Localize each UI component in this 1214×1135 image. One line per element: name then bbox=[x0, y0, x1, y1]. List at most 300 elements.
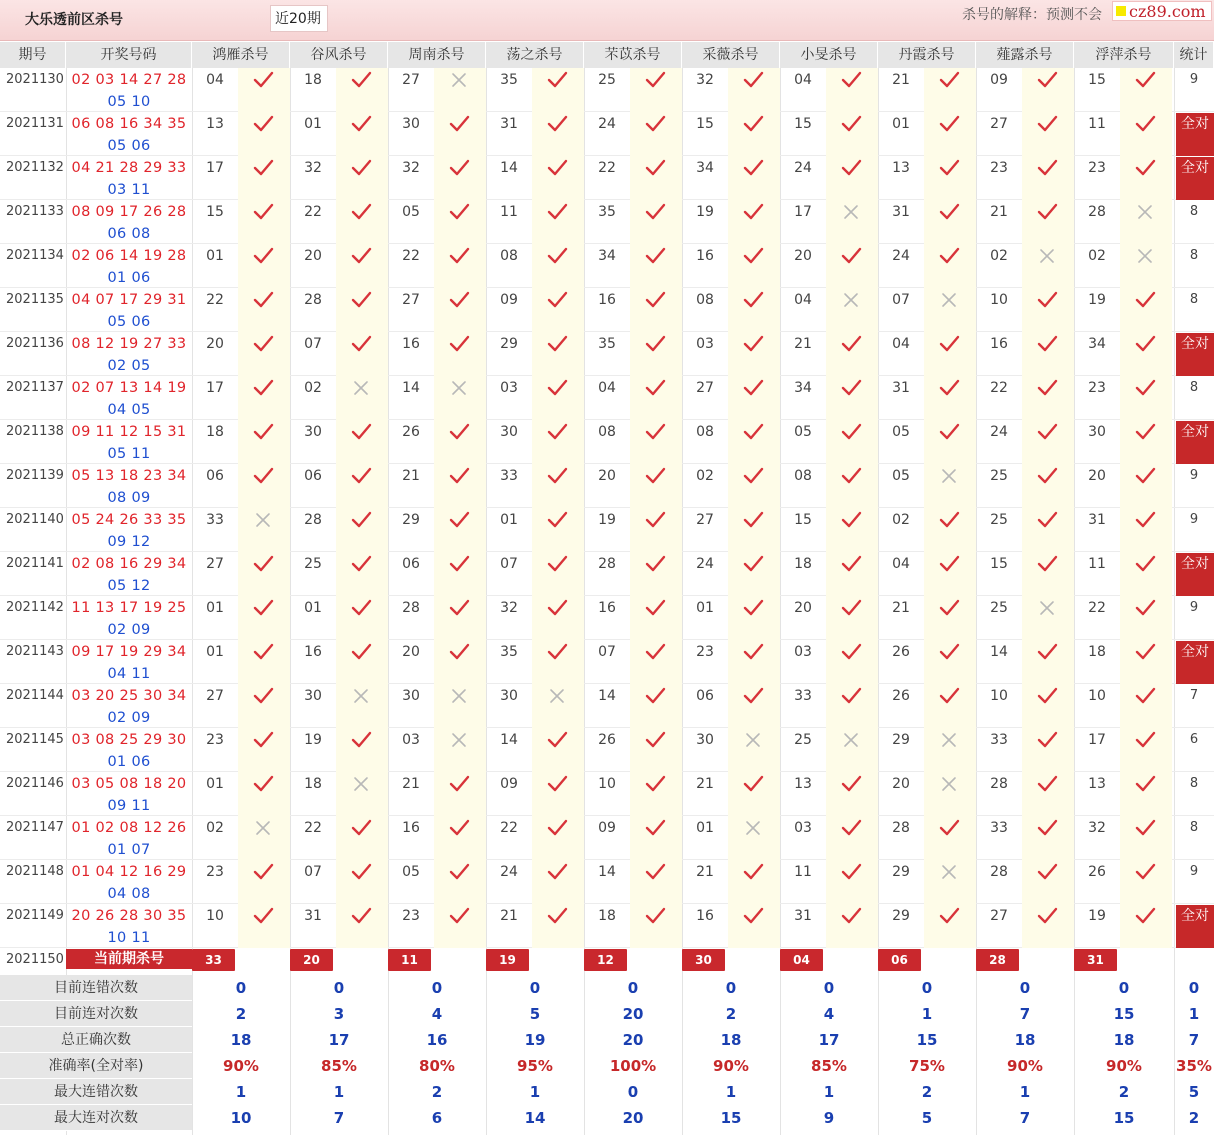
kill-number: 29 bbox=[402, 512, 420, 528]
front-balls: 11 13 17 19 25 bbox=[71, 600, 187, 616]
front-balls: 02 07 13 14 19 bbox=[71, 380, 187, 396]
kill-number: 14 bbox=[598, 864, 616, 880]
kill-number: 20 bbox=[304, 248, 322, 264]
kill-number: 29 bbox=[892, 732, 910, 748]
check-icon bbox=[826, 596, 878, 640]
issue-number: 2021147 bbox=[6, 820, 64, 835]
check-icon bbox=[434, 464, 486, 508]
back-balls: 06 08 bbox=[107, 226, 151, 242]
check-icon bbox=[336, 464, 388, 508]
check-icon bbox=[924, 68, 976, 112]
cross-glyph bbox=[742, 818, 764, 838]
check-glyph bbox=[742, 510, 764, 530]
check-glyph bbox=[252, 642, 274, 662]
kill-number: 10 bbox=[1088, 688, 1106, 704]
check-icon bbox=[336, 68, 388, 112]
issue-number: 2021137 bbox=[6, 380, 64, 395]
check-glyph bbox=[644, 290, 666, 310]
kill-number: 23 bbox=[1088, 380, 1106, 396]
stat-count: 8 bbox=[1189, 292, 1199, 307]
kill-number: 04 bbox=[794, 292, 812, 308]
kill-number: 07 bbox=[500, 556, 518, 572]
kill-number: 01 bbox=[206, 248, 224, 264]
summary-value: 3 bbox=[333, 1005, 345, 1023]
check-icon bbox=[434, 596, 486, 640]
check-icon bbox=[238, 860, 290, 904]
check-icon bbox=[924, 244, 976, 288]
kill-number: 13 bbox=[794, 776, 812, 792]
stat-count: 8 bbox=[1189, 204, 1199, 219]
check-glyph bbox=[938, 246, 960, 266]
check-glyph bbox=[742, 554, 764, 574]
kill-number: 05 bbox=[402, 864, 420, 880]
front-balls: 08 12 19 27 33 bbox=[71, 336, 187, 352]
check-glyph bbox=[742, 70, 764, 90]
check-glyph bbox=[1134, 774, 1156, 794]
kill-number: 32 bbox=[500, 600, 518, 616]
check-icon bbox=[434, 552, 486, 596]
check-glyph bbox=[1134, 422, 1156, 442]
kill-number: 32 bbox=[696, 72, 714, 88]
check-icon bbox=[924, 420, 976, 464]
check-glyph bbox=[742, 378, 764, 398]
back-balls: 01 06 bbox=[107, 754, 151, 770]
check-icon bbox=[336, 552, 388, 596]
check-icon bbox=[826, 640, 878, 684]
check-icon bbox=[532, 508, 584, 552]
check-glyph bbox=[1134, 466, 1156, 486]
summary-value: 0 bbox=[529, 979, 541, 997]
check-glyph bbox=[448, 598, 470, 618]
kill-number: 05 bbox=[402, 204, 420, 220]
kill-number: 02 bbox=[206, 820, 224, 836]
check-icon bbox=[336, 156, 388, 200]
summary-value: 80% bbox=[419, 1057, 455, 1075]
current-kill-label: 当前期杀号 bbox=[66, 949, 192, 969]
summary-value: 15 bbox=[916, 1031, 938, 1049]
summary-value: 90% bbox=[713, 1057, 749, 1075]
kill-number: 29 bbox=[892, 908, 910, 924]
check-icon bbox=[532, 860, 584, 904]
summary-value: 90% bbox=[1106, 1057, 1142, 1075]
draw-numbers bbox=[66, 553, 192, 597]
check-icon bbox=[630, 288, 682, 332]
check-glyph bbox=[1134, 70, 1156, 90]
period-selector[interactable]: 近20期 bbox=[270, 5, 328, 32]
kill-number: 15 bbox=[696, 116, 714, 132]
check-glyph bbox=[840, 818, 862, 838]
stat-count: 9 bbox=[1189, 72, 1199, 87]
kill-number: 21 bbox=[892, 72, 910, 88]
kill-number: 14 bbox=[500, 732, 518, 748]
kill-number: 03 bbox=[696, 336, 714, 352]
check-icon bbox=[434, 772, 486, 816]
issue-number: 2021139 bbox=[6, 468, 64, 483]
check-icon bbox=[238, 464, 290, 508]
cross-glyph bbox=[938, 290, 960, 310]
col-header-2: 鸿雁杀号 bbox=[192, 42, 290, 68]
kill-number: 14 bbox=[990, 644, 1008, 660]
summary-value: 16 bbox=[426, 1031, 448, 1049]
check-glyph bbox=[938, 906, 960, 926]
check-glyph bbox=[252, 730, 274, 750]
check-glyph bbox=[252, 862, 274, 882]
check-icon bbox=[924, 640, 976, 684]
issue-number: 2021136 bbox=[6, 336, 64, 351]
kill-number: 21 bbox=[500, 908, 518, 924]
stat-count: 6 bbox=[1189, 732, 1199, 747]
check-glyph bbox=[448, 466, 470, 486]
check-glyph bbox=[1134, 114, 1156, 134]
kill-number: 03 bbox=[794, 820, 812, 836]
check-icon bbox=[238, 288, 290, 332]
check-icon bbox=[630, 728, 682, 772]
issue-number: 2021141 bbox=[6, 556, 64, 571]
check-icon bbox=[924, 112, 976, 156]
check-icon bbox=[728, 464, 780, 508]
issue-number: 2021131 bbox=[6, 116, 64, 131]
check-glyph bbox=[938, 202, 960, 222]
kill-number: 14 bbox=[402, 380, 420, 396]
summary-value: 14 bbox=[524, 1109, 546, 1127]
check-glyph bbox=[1036, 202, 1058, 222]
check-glyph bbox=[350, 554, 372, 574]
check-icon bbox=[924, 904, 976, 948]
front-balls: 01 02 08 12 26 bbox=[71, 820, 187, 836]
kill-number: 24 bbox=[794, 160, 812, 176]
check-glyph bbox=[840, 466, 862, 486]
kill-number: 14 bbox=[500, 160, 518, 176]
check-glyph bbox=[448, 246, 470, 266]
check-glyph bbox=[546, 510, 568, 530]
check-icon bbox=[336, 816, 388, 860]
summary-value: 2 bbox=[235, 1005, 247, 1023]
summary-value: 18 bbox=[720, 1031, 742, 1049]
kill-number: 25 bbox=[304, 556, 322, 572]
kill-number: 03 bbox=[500, 380, 518, 396]
summary-value: 75% bbox=[909, 1057, 945, 1075]
check-icon bbox=[728, 596, 780, 640]
kill-number: 16 bbox=[402, 820, 420, 836]
check-glyph bbox=[252, 378, 274, 398]
col-header-8: 小旻杀号 bbox=[780, 42, 878, 68]
cross-icon bbox=[826, 288, 878, 332]
check-glyph bbox=[644, 158, 666, 178]
kill-number: 22 bbox=[1088, 600, 1106, 616]
kill-number: 24 bbox=[598, 116, 616, 132]
summary-value: 0 bbox=[235, 979, 247, 997]
draw-numbers bbox=[66, 289, 192, 333]
check-icon bbox=[336, 288, 388, 332]
check-icon bbox=[238, 200, 290, 244]
summary-value: 1 bbox=[1188, 1005, 1200, 1023]
kill-number: 27 bbox=[206, 688, 224, 704]
check-glyph bbox=[1036, 378, 1058, 398]
check-glyph bbox=[742, 642, 764, 662]
check-glyph bbox=[644, 246, 666, 266]
check-icon bbox=[728, 772, 780, 816]
check-glyph bbox=[938, 378, 960, 398]
kill-number: 22 bbox=[304, 204, 322, 220]
check-icon bbox=[826, 420, 878, 464]
cross-glyph bbox=[840, 730, 862, 750]
cross-icon bbox=[728, 816, 780, 860]
check-glyph bbox=[644, 730, 666, 750]
cross-icon bbox=[336, 684, 388, 728]
check-glyph bbox=[644, 334, 666, 354]
cross-glyph bbox=[448, 686, 470, 706]
summary-value: 95% bbox=[517, 1057, 553, 1075]
check-glyph bbox=[840, 862, 862, 882]
check-glyph bbox=[546, 246, 568, 266]
check-glyph bbox=[1036, 686, 1058, 706]
current-issue-number: 2021150 bbox=[6, 952, 64, 967]
kill-number: 25 bbox=[990, 600, 1008, 616]
kill-number: 22 bbox=[500, 820, 518, 836]
cross-glyph bbox=[350, 774, 372, 794]
check-icon bbox=[924, 552, 976, 596]
check-icon bbox=[630, 156, 682, 200]
check-glyph bbox=[840, 906, 862, 926]
kill-number: 30 bbox=[304, 424, 322, 440]
summary-value: 17 bbox=[818, 1031, 840, 1049]
check-icon bbox=[630, 200, 682, 244]
check-icon bbox=[728, 332, 780, 376]
draw-numbers bbox=[66, 597, 192, 641]
kill-number: 01 bbox=[892, 116, 910, 132]
kill-number: 03 bbox=[402, 732, 420, 748]
check-glyph bbox=[448, 554, 470, 574]
check-glyph bbox=[350, 158, 372, 178]
check-glyph bbox=[1036, 642, 1058, 662]
summary-value: 15 bbox=[1113, 1109, 1135, 1127]
summary-value: 90% bbox=[223, 1057, 259, 1075]
kill-number: 20 bbox=[892, 776, 910, 792]
kill-number: 17 bbox=[206, 160, 224, 176]
check-glyph bbox=[1134, 862, 1156, 882]
check-glyph bbox=[448, 774, 470, 794]
check-icon bbox=[630, 332, 682, 376]
check-glyph bbox=[742, 686, 764, 706]
front-balls: 02 03 14 27 28 bbox=[71, 72, 187, 88]
summary-label: 目前连对次数 bbox=[0, 1001, 192, 1027]
col-header-11: 浮萍杀号 bbox=[1074, 42, 1174, 68]
kill-number: 18 bbox=[206, 424, 224, 440]
check-glyph bbox=[840, 114, 862, 134]
check-glyph bbox=[840, 686, 862, 706]
check-glyph bbox=[448, 114, 470, 134]
stat-count: 9 bbox=[1189, 468, 1199, 483]
check-icon bbox=[434, 420, 486, 464]
check-icon bbox=[1022, 376, 1074, 420]
cross-glyph bbox=[1036, 598, 1058, 618]
draw-numbers bbox=[66, 377, 192, 421]
cross-icon bbox=[924, 728, 976, 772]
check-glyph bbox=[938, 422, 960, 442]
kill-number: 02 bbox=[892, 512, 910, 528]
check-icon bbox=[1022, 904, 1074, 948]
cross-icon bbox=[924, 288, 976, 332]
check-icon bbox=[1022, 860, 1074, 904]
cross-glyph bbox=[1134, 202, 1156, 222]
check-glyph bbox=[546, 642, 568, 662]
check-glyph bbox=[644, 862, 666, 882]
kill-number: 06 bbox=[696, 688, 714, 704]
stat-count: 8 bbox=[1189, 380, 1199, 395]
check-glyph bbox=[350, 642, 372, 662]
kill-number: 09 bbox=[500, 776, 518, 792]
issue-number: 2021140 bbox=[6, 512, 64, 527]
back-balls: 02 09 bbox=[107, 710, 151, 726]
check-icon bbox=[826, 684, 878, 728]
col-header-7: 采薇杀号 bbox=[682, 42, 780, 68]
current-kill-number: 12 bbox=[584, 949, 627, 971]
summary-value: 2 bbox=[431, 1083, 443, 1101]
check-glyph bbox=[350, 510, 372, 530]
kill-number: 05 bbox=[794, 424, 812, 440]
kill-number: 02 bbox=[990, 248, 1008, 264]
summary-value: 1 bbox=[529, 1083, 541, 1101]
check-icon bbox=[630, 244, 682, 288]
kill-number: 18 bbox=[794, 556, 812, 572]
check-icon bbox=[826, 816, 878, 860]
check-icon bbox=[826, 112, 878, 156]
check-glyph bbox=[644, 378, 666, 398]
back-balls: 09 11 bbox=[107, 798, 151, 814]
kill-number: 05 bbox=[892, 424, 910, 440]
check-icon bbox=[336, 728, 388, 772]
cross-icon bbox=[728, 728, 780, 772]
cross-glyph bbox=[938, 466, 960, 486]
issue-number: 2021135 bbox=[6, 292, 64, 307]
check-icon bbox=[238, 552, 290, 596]
check-glyph bbox=[938, 598, 960, 618]
back-balls: 09 12 bbox=[107, 534, 151, 550]
check-icon bbox=[924, 596, 976, 640]
kill-number: 01 bbox=[304, 116, 322, 132]
check-glyph bbox=[546, 862, 568, 882]
check-icon bbox=[728, 508, 780, 552]
kill-number: 10 bbox=[206, 908, 224, 924]
check-glyph bbox=[938, 70, 960, 90]
kill-number: 04 bbox=[206, 72, 224, 88]
kill-number: 22 bbox=[402, 248, 420, 264]
check-glyph bbox=[742, 774, 764, 794]
check-icon bbox=[336, 860, 388, 904]
check-icon bbox=[238, 244, 290, 288]
kill-number: 21 bbox=[990, 204, 1008, 220]
cross-icon bbox=[434, 376, 486, 420]
check-icon bbox=[1120, 552, 1172, 596]
summary-value: 0 bbox=[823, 979, 835, 997]
kill-number: 28 bbox=[402, 600, 420, 616]
check-glyph bbox=[350, 598, 372, 618]
check-icon bbox=[630, 860, 682, 904]
kill-number: 25 bbox=[990, 468, 1008, 484]
check-glyph bbox=[252, 422, 274, 442]
check-icon bbox=[532, 156, 584, 200]
kill-number: 10 bbox=[990, 292, 1008, 308]
kill-number: 13 bbox=[892, 160, 910, 176]
check-glyph bbox=[1134, 642, 1156, 662]
check-icon bbox=[532, 112, 584, 156]
kill-number: 23 bbox=[206, 732, 224, 748]
cross-icon bbox=[434, 728, 486, 772]
check-icon bbox=[238, 596, 290, 640]
check-glyph bbox=[546, 158, 568, 178]
kill-number: 27 bbox=[402, 292, 420, 308]
kill-number: 30 bbox=[696, 732, 714, 748]
kill-number: 28 bbox=[304, 292, 322, 308]
check-icon bbox=[532, 376, 584, 420]
kill-number: 13 bbox=[1088, 776, 1106, 792]
check-glyph bbox=[742, 202, 764, 222]
check-icon bbox=[336, 596, 388, 640]
stat-count: 7 bbox=[1189, 688, 1199, 703]
kill-number: 01 bbox=[696, 600, 714, 616]
check-icon bbox=[630, 552, 682, 596]
summary-value: 0 bbox=[725, 979, 737, 997]
summary-value: 4 bbox=[823, 1005, 835, 1023]
check-icon bbox=[238, 332, 290, 376]
check-icon bbox=[826, 332, 878, 376]
check-glyph bbox=[252, 774, 274, 794]
kill-number: 08 bbox=[696, 424, 714, 440]
check-glyph bbox=[1134, 730, 1156, 750]
kill-number: 10 bbox=[598, 776, 616, 792]
check-icon bbox=[630, 640, 682, 684]
check-glyph bbox=[448, 818, 470, 838]
check-icon bbox=[826, 860, 878, 904]
check-glyph bbox=[546, 334, 568, 354]
kill-number: 19 bbox=[1088, 292, 1106, 308]
kill-number: 19 bbox=[304, 732, 322, 748]
cross-glyph bbox=[448, 378, 470, 398]
issue-number: 2021145 bbox=[6, 732, 64, 747]
kill-number: 27 bbox=[990, 908, 1008, 924]
check-glyph bbox=[1036, 290, 1058, 310]
check-glyph bbox=[840, 774, 862, 794]
check-glyph bbox=[938, 510, 960, 530]
back-balls: 05 06 bbox=[107, 138, 151, 154]
summary-value: 5 bbox=[921, 1109, 933, 1127]
kill-number: 11 bbox=[500, 204, 518, 220]
kill-number: 35 bbox=[598, 336, 616, 352]
cross-icon bbox=[1022, 244, 1074, 288]
check-glyph bbox=[448, 334, 470, 354]
check-icon bbox=[1022, 288, 1074, 332]
check-icon bbox=[434, 244, 486, 288]
check-glyph bbox=[1036, 422, 1058, 442]
cross-icon bbox=[924, 860, 976, 904]
check-glyph bbox=[252, 906, 274, 926]
check-glyph bbox=[1134, 158, 1156, 178]
cross-glyph bbox=[938, 730, 960, 750]
check-glyph bbox=[448, 862, 470, 882]
draw-numbers bbox=[66, 773, 192, 817]
front-balls: 04 21 28 29 33 bbox=[71, 160, 187, 176]
check-icon bbox=[1022, 684, 1074, 728]
check-icon bbox=[1022, 772, 1074, 816]
check-glyph bbox=[252, 598, 274, 618]
kill-number: 22 bbox=[304, 820, 322, 836]
current-kill-number: 04 bbox=[780, 949, 823, 971]
check-glyph bbox=[840, 334, 862, 354]
check-icon bbox=[826, 464, 878, 508]
check-icon bbox=[238, 112, 290, 156]
check-glyph bbox=[350, 422, 372, 442]
all-correct-badge: 全对 bbox=[1176, 421, 1214, 464]
